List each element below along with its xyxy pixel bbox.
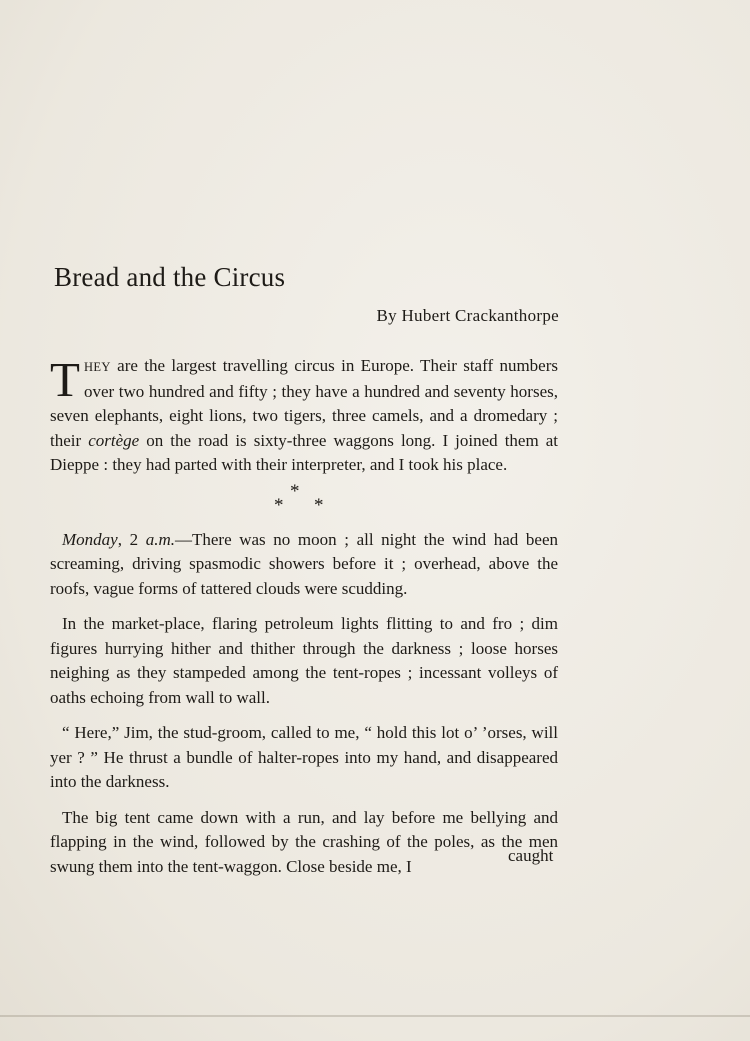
paragraph-jim: “ Here,” Jim, the stud-groom, called to me, “ hold this lot o’ ’orses, will yer ? ” He thrust a bundle of halter-ropes into my hand, and disappeared into the darkness.	[50, 723, 558, 791]
paragraph-opening-text-after: on the road is sixty-three waggons long. I joined them at Dieppe : they had parted with their interpreter, and I took his place.	[50, 430, 558, 474]
asterism	[50, 478, 558, 528]
asterism-star: *	[314, 494, 324, 516]
paragraph-monday-text: —There was no moon ; all night the wind had been screaming, driving spasmodic showers before it ; overhead, above the roofs, vague forms of tattered clouds were scudding.	[50, 529, 558, 598]
paragraph-opening-text: are the largest travelling circus in Europe. Their staff numbers over two hundred and fifty ; they have a hundred and seventy horses, seven elephants, eight lions, two tigers, three camels, and a dromedary ; their	[50, 356, 558, 450]
byline: By Hubert Crackanthorpe	[376, 306, 559, 325]
page-edge-line	[0, 1015, 750, 1017]
asterism-star: *	[274, 494, 284, 516]
opening-small-caps: HEY	[83, 360, 111, 374]
article-body	[50, 354, 558, 879]
paragraph-monday	[50, 528, 558, 602]
paragraph-big-tent: The big tent came down with a run, and lay before me bellying and flapping in the wind, followed by the crashing of the poles, as the men swung them into the tent-waggon. Close beside me, I	[50, 807, 558, 876]
paragraph-market-place: In the market-place, flaring petroleum lights flitting to and fro ; dim figures hurrying hither and thither through the darkness ; loose horses neighing as they stampeded among the tent-ropes ; incessant volleys of oaths echoing from wall to wall.	[50, 614, 558, 707]
paragraph-opening	[50, 354, 558, 478]
italic-day: Monday	[62, 529, 118, 549]
asterism-star: *	[290, 480, 300, 502]
text-comma: , 2	[117, 529, 146, 549]
drop-cap: T	[50, 352, 80, 407]
italic-time: a.m.	[145, 529, 175, 549]
italic-word: cortège	[88, 430, 140, 450]
page-title: Bread and the Circus	[54, 262, 286, 292]
catchword: caught	[508, 846, 554, 865]
